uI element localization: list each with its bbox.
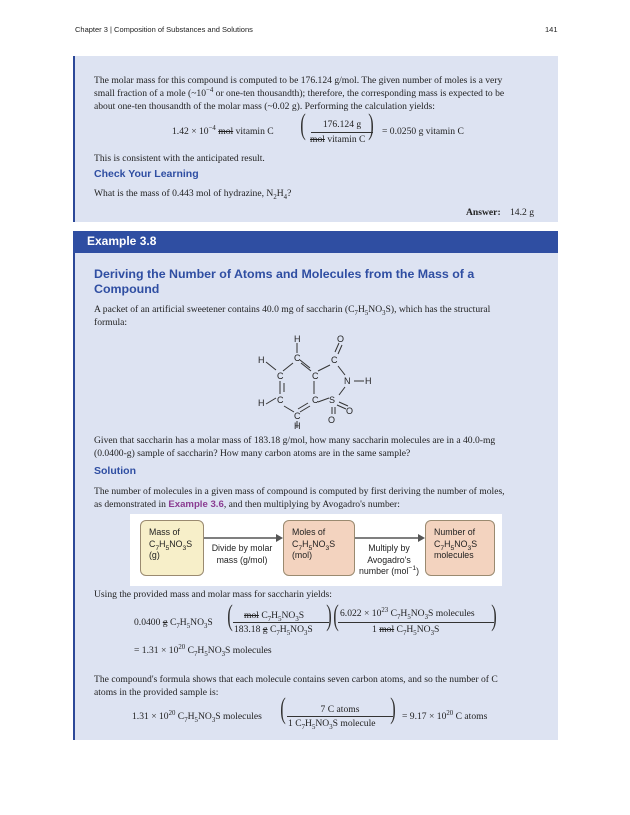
flow-box-molecules-label: Number of: [434, 527, 476, 537]
eq3-result: = $9.17 \times 10^{20}$ C atoms: [402, 709, 488, 722]
example-header-bar: [73, 231, 558, 253]
bond-carbonyl-o-double: [338, 345, 342, 354]
example-title-line1: Deriving the Number of Atoms and Molecules from the Mass of a: [94, 267, 475, 281]
bond-cmid1-ccarbonyl: [318, 365, 330, 371]
eq1-result: = 0.0250 g vitamin C: [382, 126, 464, 137]
check-your-learning-heading: Check Your Learning: [94, 168, 199, 180]
eq1-numerator: 176.124 g: [322, 119, 362, 130]
flow-box-molecules-unit: molecules: [434, 550, 474, 560]
eq2-result: = $1.31 \times 10^{20}$ $C_7H_5NO_3S$ molecules: [134, 643, 272, 658]
eq1-lhs: $1.42 \times 10^{-4}$ mol vitamin C: [172, 124, 274, 137]
atom-c-mid2: C: [312, 395, 319, 405]
atom-h-top: H: [294, 334, 301, 344]
eq3-numerator: 7 C atoms: [320, 704, 360, 715]
page-number: 141: [545, 25, 558, 34]
eq3-right-paren: ): [390, 692, 396, 725]
eq1-left-paren: (: [300, 108, 306, 141]
flow-arrow-2-head: [418, 534, 425, 542]
flow-box-mass-label: Mass of: [149, 527, 180, 537]
bond-ccarbonyl-n: [338, 366, 345, 375]
atom-c-mid1: C: [312, 371, 319, 381]
bond-h-left1: [266, 362, 276, 370]
question-paragraph-line1: Given that saccharin has a molar mass of 183.18 g/mol, how many saccharin molecules are in a 40.0-mg: [94, 435, 496, 446]
bond-s-o1: [337, 405, 346, 409]
chapter-header: Chapter 3 | Composition of Substances and Solutions: [75, 25, 253, 34]
example-3-6-link[interactable]: Example 3.6: [168, 499, 224, 510]
atom-h-left1: H: [258, 355, 265, 365]
flow-box-mass-unit: (g): [149, 550, 160, 560]
atom-h-left2: H: [258, 398, 265, 408]
problem-paragraph-line2: formula:: [94, 317, 128, 328]
intro-paragraph-line1: The molar mass for this compound is computed to be 176.124 g/mol. The given number of moles is a very: [94, 75, 503, 86]
eq1-right-paren: ): [368, 108, 374, 141]
eq2-fraction1-denominator: 183.18 g $C_7H_5NO_3S$: [234, 624, 313, 637]
atom-c-carbonyl: C: [331, 355, 338, 365]
bond-cleft2-cbottom: [284, 406, 294, 412]
solution-paragraph-line1: The number of molecules in a given mass of compound is computed by first deriving the number of moles,: [94, 486, 505, 497]
flow-box-moles: [283, 520, 355, 576]
answer-label: Answer:: [466, 207, 501, 218]
example-label: Example 3.8: [87, 234, 157, 248]
intro-paragraph-line3: about one-ten thousandth of the molar mass (~0.02 g). Performing the calculation yields:: [94, 101, 435, 112]
solution-heading: Solution: [94, 465, 136, 477]
eq2-lhs: 0.0400 g $C_7H_5NO_3S$: [134, 617, 213, 630]
atom-c-left2: C: [277, 395, 284, 405]
atom-s: S: [329, 395, 336, 405]
atom-c-bottom: C: [294, 411, 301, 421]
flow-arrows: [204, 533, 426, 543]
atom-o-top: O: [337, 334, 345, 344]
eq2-fraction1-numerator: mol $C_7H_5NO_3S$: [244, 610, 305, 623]
eq1-denominator: mol vitamin C: [310, 134, 366, 145]
flow-box-mass: [140, 520, 204, 576]
atom-c-top: C: [294, 353, 301, 363]
eq2-fraction2-denominator: 1 mol $C_7H_5NO_3S$: [372, 624, 440, 637]
bond-n-s: [339, 387, 345, 395]
flow-step-multiply: Multiply by Avogadro's number (mol$^{-1}$): [358, 543, 420, 576]
eq2-paren-2-left: (: [333, 599, 339, 632]
eq3-denominator: 1 $C_7H_5NO_3S$ molecule: [288, 718, 376, 731]
carbon-paragraph-line2: atoms in the provided sample is:: [94, 687, 219, 698]
atom-h-n: H: [365, 376, 372, 386]
eq3-lhs: $1.31 \times 10^{20}$ $C_7H_5NO_3S$ molecules: [132, 709, 262, 724]
atom-o-s1: O: [346, 406, 354, 416]
using-mass-paragraph: Using the provided mass and molar mass for saccharin yields:: [94, 589, 332, 600]
bond-carbonyl-o: [335, 343, 339, 352]
flow-box-moles-label: Moles of: [292, 527, 326, 537]
flow-box-mass-formula: $C_7H_5NO_3S$: [149, 538, 193, 552]
eq2-paren-2-right: ): [491, 599, 497, 632]
atom-n: N: [344, 376, 351, 386]
check-question: What is the mass of 0.443 mol of hydrazine, $N_2H_4$?: [94, 188, 292, 201]
atom-h-bottom: H: [294, 421, 301, 430]
flow-box-moles-formula: $C_7H_5NO_3S$: [292, 538, 336, 552]
problem-paragraph-line1: A packet of an artificial sweetener contains 40.0 mg of saccharin $(C_7H_5NO_3S)$, which has the structural: [94, 304, 491, 317]
flow-arrow-1-head: [276, 534, 283, 542]
eq2-paren-1-left: (: [227, 599, 233, 632]
example-title-line2: Compound: [94, 282, 160, 296]
flow-step-divide: Divide by molar mass (g/mol): [211, 543, 273, 565]
carbon-paragraph-line1: The compound's formula shows that each molecule contains seven carbon atoms, and so the number of C: [94, 674, 498, 685]
bond-cmid2-s: [318, 398, 329, 402]
solution-paragraph-line2: as demonstrated in Example 3.6, and then multiplying by Avogadro's number:: [94, 499, 400, 510]
answer-value: 14.2 g: [510, 207, 534, 218]
eq2-fraction2-numerator: $6.022 \times 10^{23}$ $C_7H_5NO_3S$ molecules: [340, 606, 475, 621]
atom-c-left1: C: [277, 371, 284, 381]
atom-o-s2: O: [328, 415, 336, 425]
eq2-paren-1-right: ): [326, 599, 332, 632]
eq3-left-paren: (: [280, 692, 286, 725]
bond-ctop-cleft1: [283, 363, 293, 371]
flow-box-molecules: [425, 520, 495, 576]
saccharin-structure: [240, 330, 390, 430]
consistency-note: This is consistent with the anticipated result.: [94, 153, 265, 164]
question-paragraph-line2: (0.0400-g) sample of saccharin? How many carbon atoms are in the same sample?: [94, 448, 411, 459]
bond-h-left2: [266, 398, 276, 404]
flow-box-moles-unit: (mol): [292, 550, 313, 560]
flow-box-molecules-formula: $C_7H_5NO_3S$: [434, 538, 478, 552]
intro-paragraph-line2: small fraction of a mole ($\sim 10^{-4}$ or one-ten thousandth); therefore, the corresponding mass is expected to be: [94, 86, 505, 99]
